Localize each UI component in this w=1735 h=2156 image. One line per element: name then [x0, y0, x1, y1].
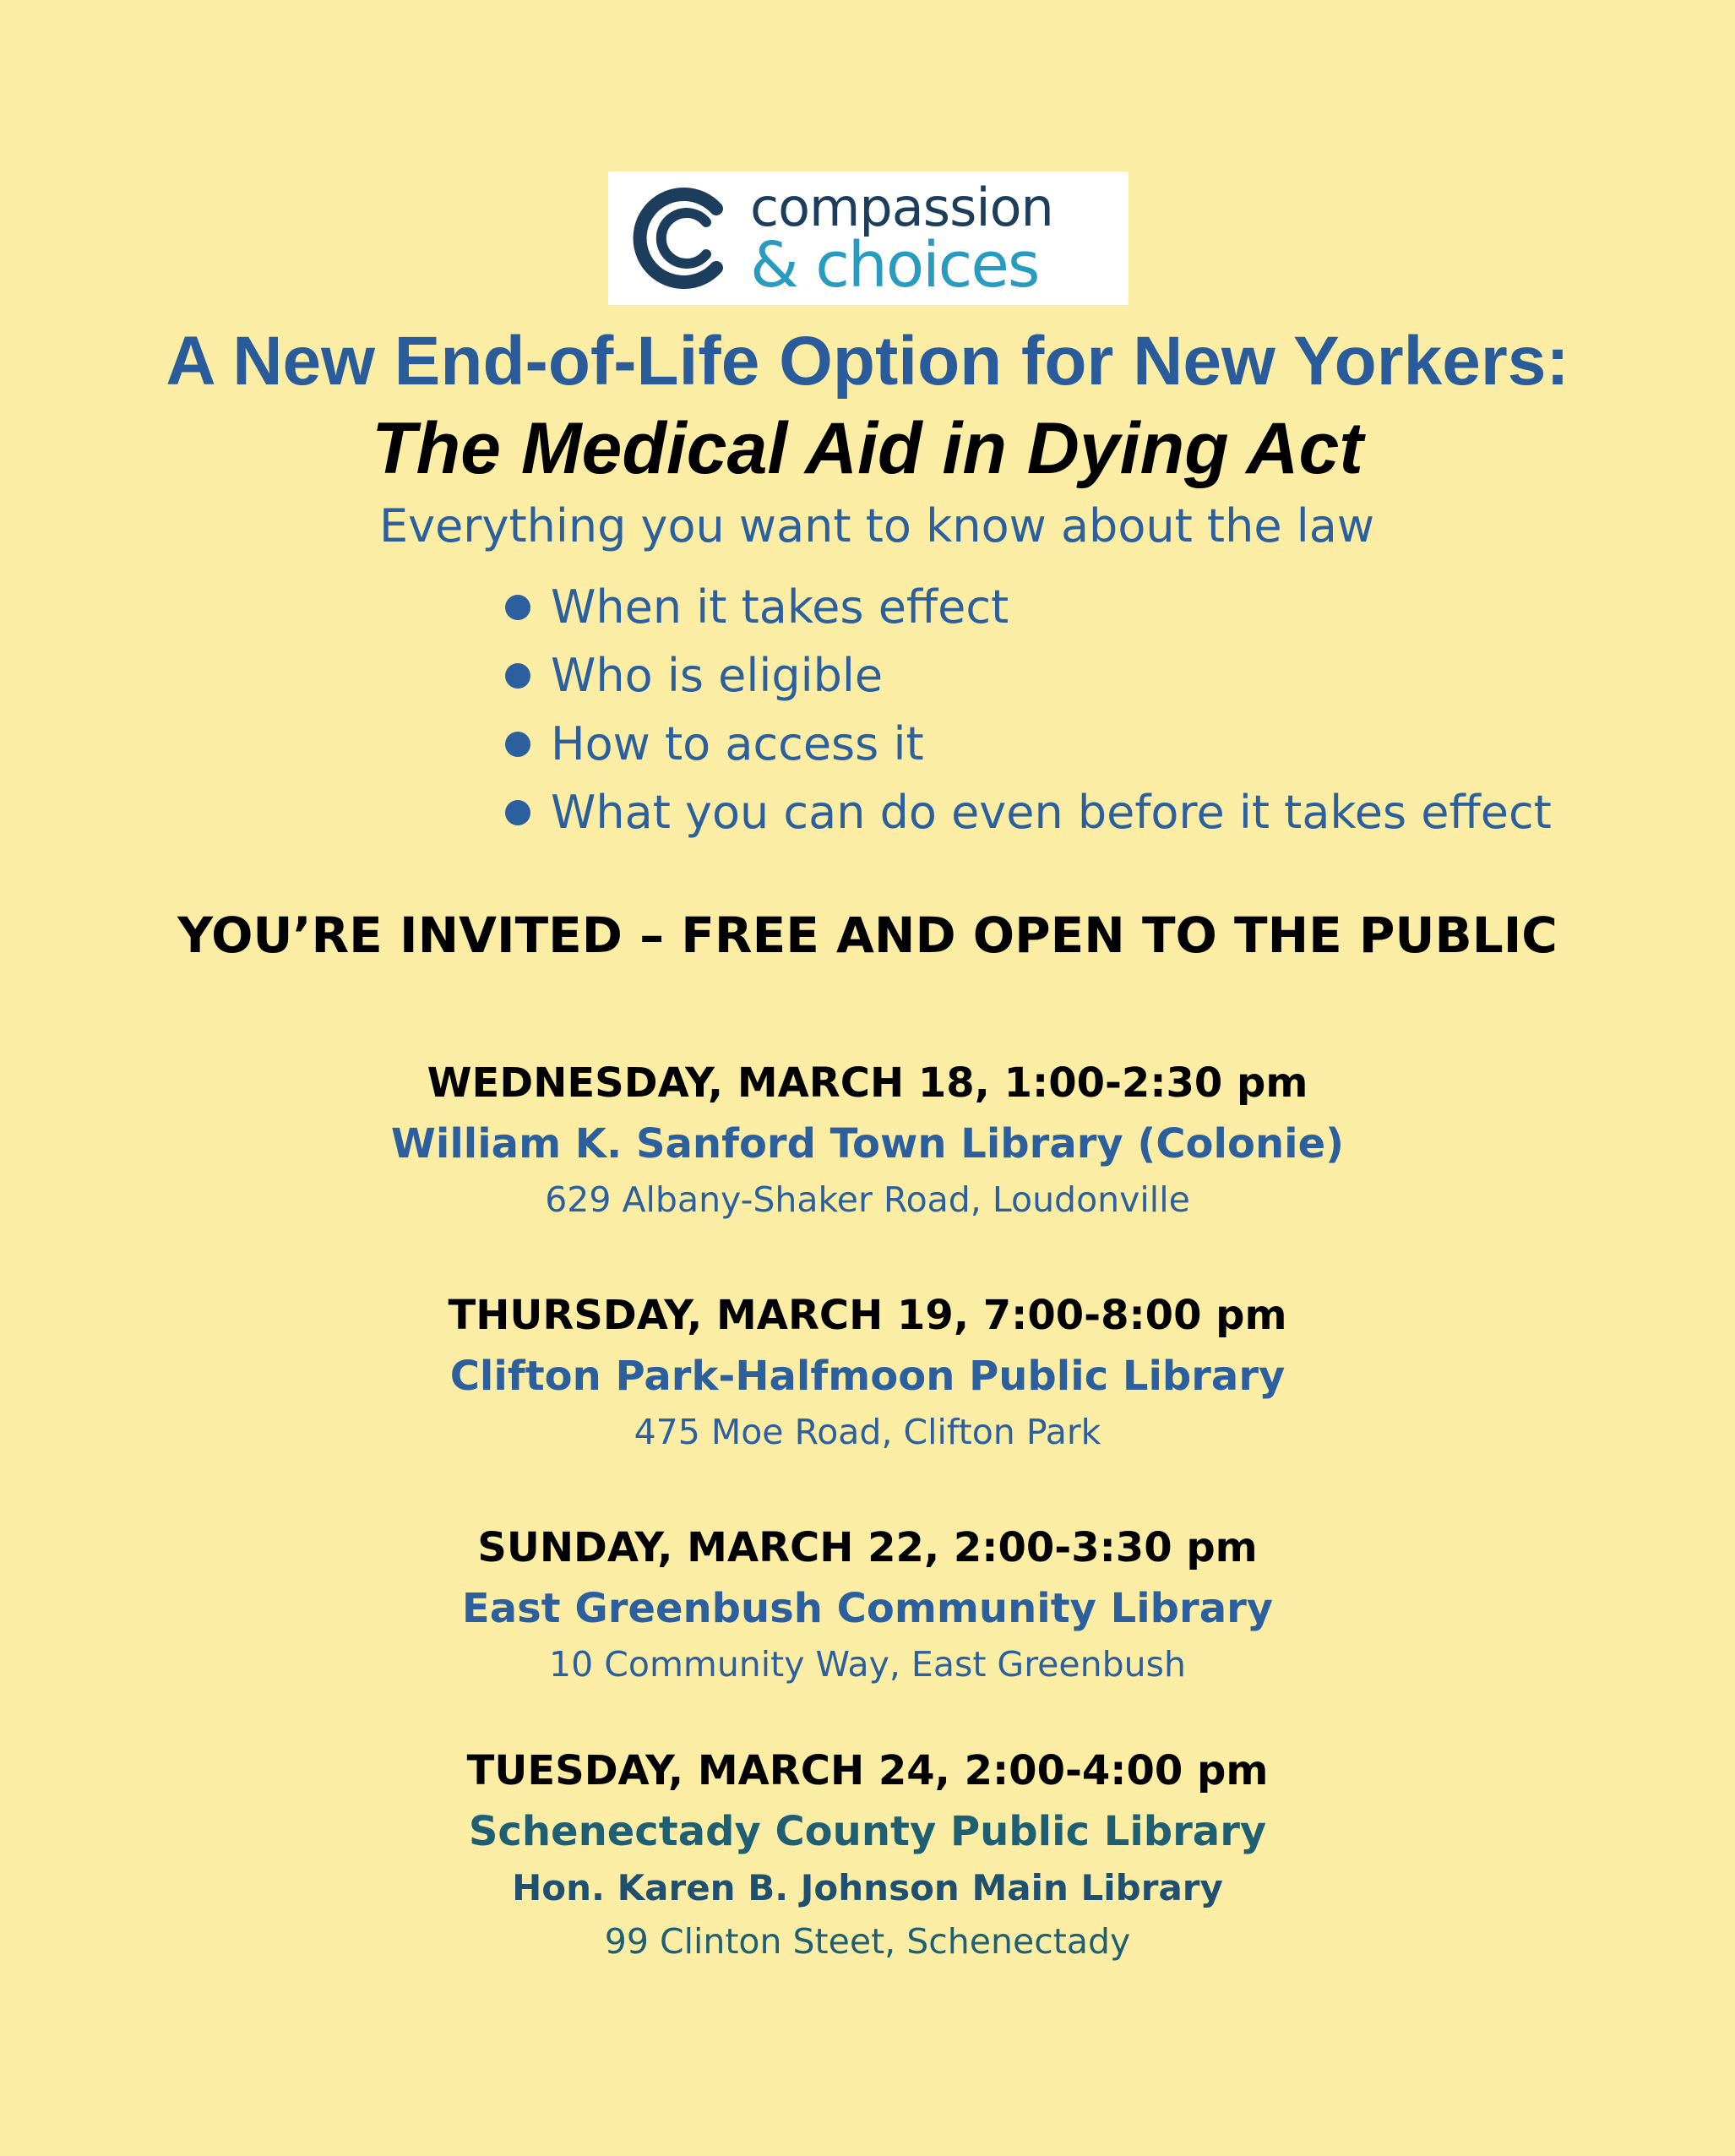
- event-venue: East Greenbush Community Library: [461, 1585, 1274, 1632]
- event-date: THURSDAY, MARCH 19, 7:00-8:00 pm: [448, 1292, 1287, 1339]
- event-address: 99 Clinton Steet, Schenectady: [604, 1921, 1131, 1962]
- list-item-text: When it takes effect: [551, 580, 1009, 634]
- intro-text: Everything you want to know about the law: [379, 499, 1374, 553]
- act-title: The Medical Aid in Dying Act: [372, 408, 1363, 489]
- event-date: SUNDAY, MARCH 22, 2:00-3:30 pm: [477, 1524, 1258, 1571]
- list-item-text: How to access it: [551, 716, 924, 770]
- logo-text-choices: & choices: [750, 229, 1039, 302]
- event-block: [0, 1059, 1735, 1220]
- list-item: [505, 573, 1552, 641]
- event-venue: William K. Sanford Town Library (Colonie): [390, 1120, 1345, 1168]
- list-item-text: Who is eligible: [551, 648, 884, 702]
- logo-text-compassion: compassion: [750, 177, 1053, 238]
- page-title: A New End-of-Life Option for New Yorkers:: [166, 323, 1569, 400]
- event-block: [0, 1747, 1735, 1962]
- bullet-dot-icon: [505, 663, 530, 689]
- list-item: [505, 778, 1552, 847]
- bullet-dot-icon: [505, 800, 530, 825]
- list-item: [505, 641, 1552, 710]
- invite-heading: YOU’RE INVITED – FREE AND OPEN TO THE PUBLIC: [177, 906, 1558, 964]
- event-venue: Schenectady County Public Library: [468, 1808, 1267, 1855]
- topic-list: [505, 573, 1552, 847]
- compassion-choices-logo: [608, 172, 1129, 305]
- bullet-dot-icon: [505, 595, 530, 620]
- event-address: 475 Moe Road, Clifton Park: [634, 1412, 1101, 1452]
- list-item: [505, 710, 1552, 778]
- logo-mark-icon: [608, 172, 743, 305]
- bullet-dot-icon: [505, 732, 530, 757]
- event-address: 629 Albany-Shaker Road, Loudonville: [545, 1179, 1190, 1220]
- event-date: WEDNESDAY, MARCH 18, 1:00-2:30 pm: [427, 1059, 1308, 1107]
- event-date: TUESDAY, MARCH 24, 2:00-4:00 pm: [466, 1747, 1269, 1794]
- event-block: [0, 1292, 1735, 1452]
- event-block: [0, 1524, 1735, 1685]
- event-address: 10 Community Way, East Greenbush: [549, 1644, 1186, 1685]
- event-sub-venue: Hon. Karen B. Johnson Main Library: [512, 1867, 1223, 1908]
- list-item-text: What you can do even before it takes effect: [551, 785, 1552, 839]
- event-venue: Clifton Park-Halfmoon Public Library: [449, 1353, 1286, 1400]
